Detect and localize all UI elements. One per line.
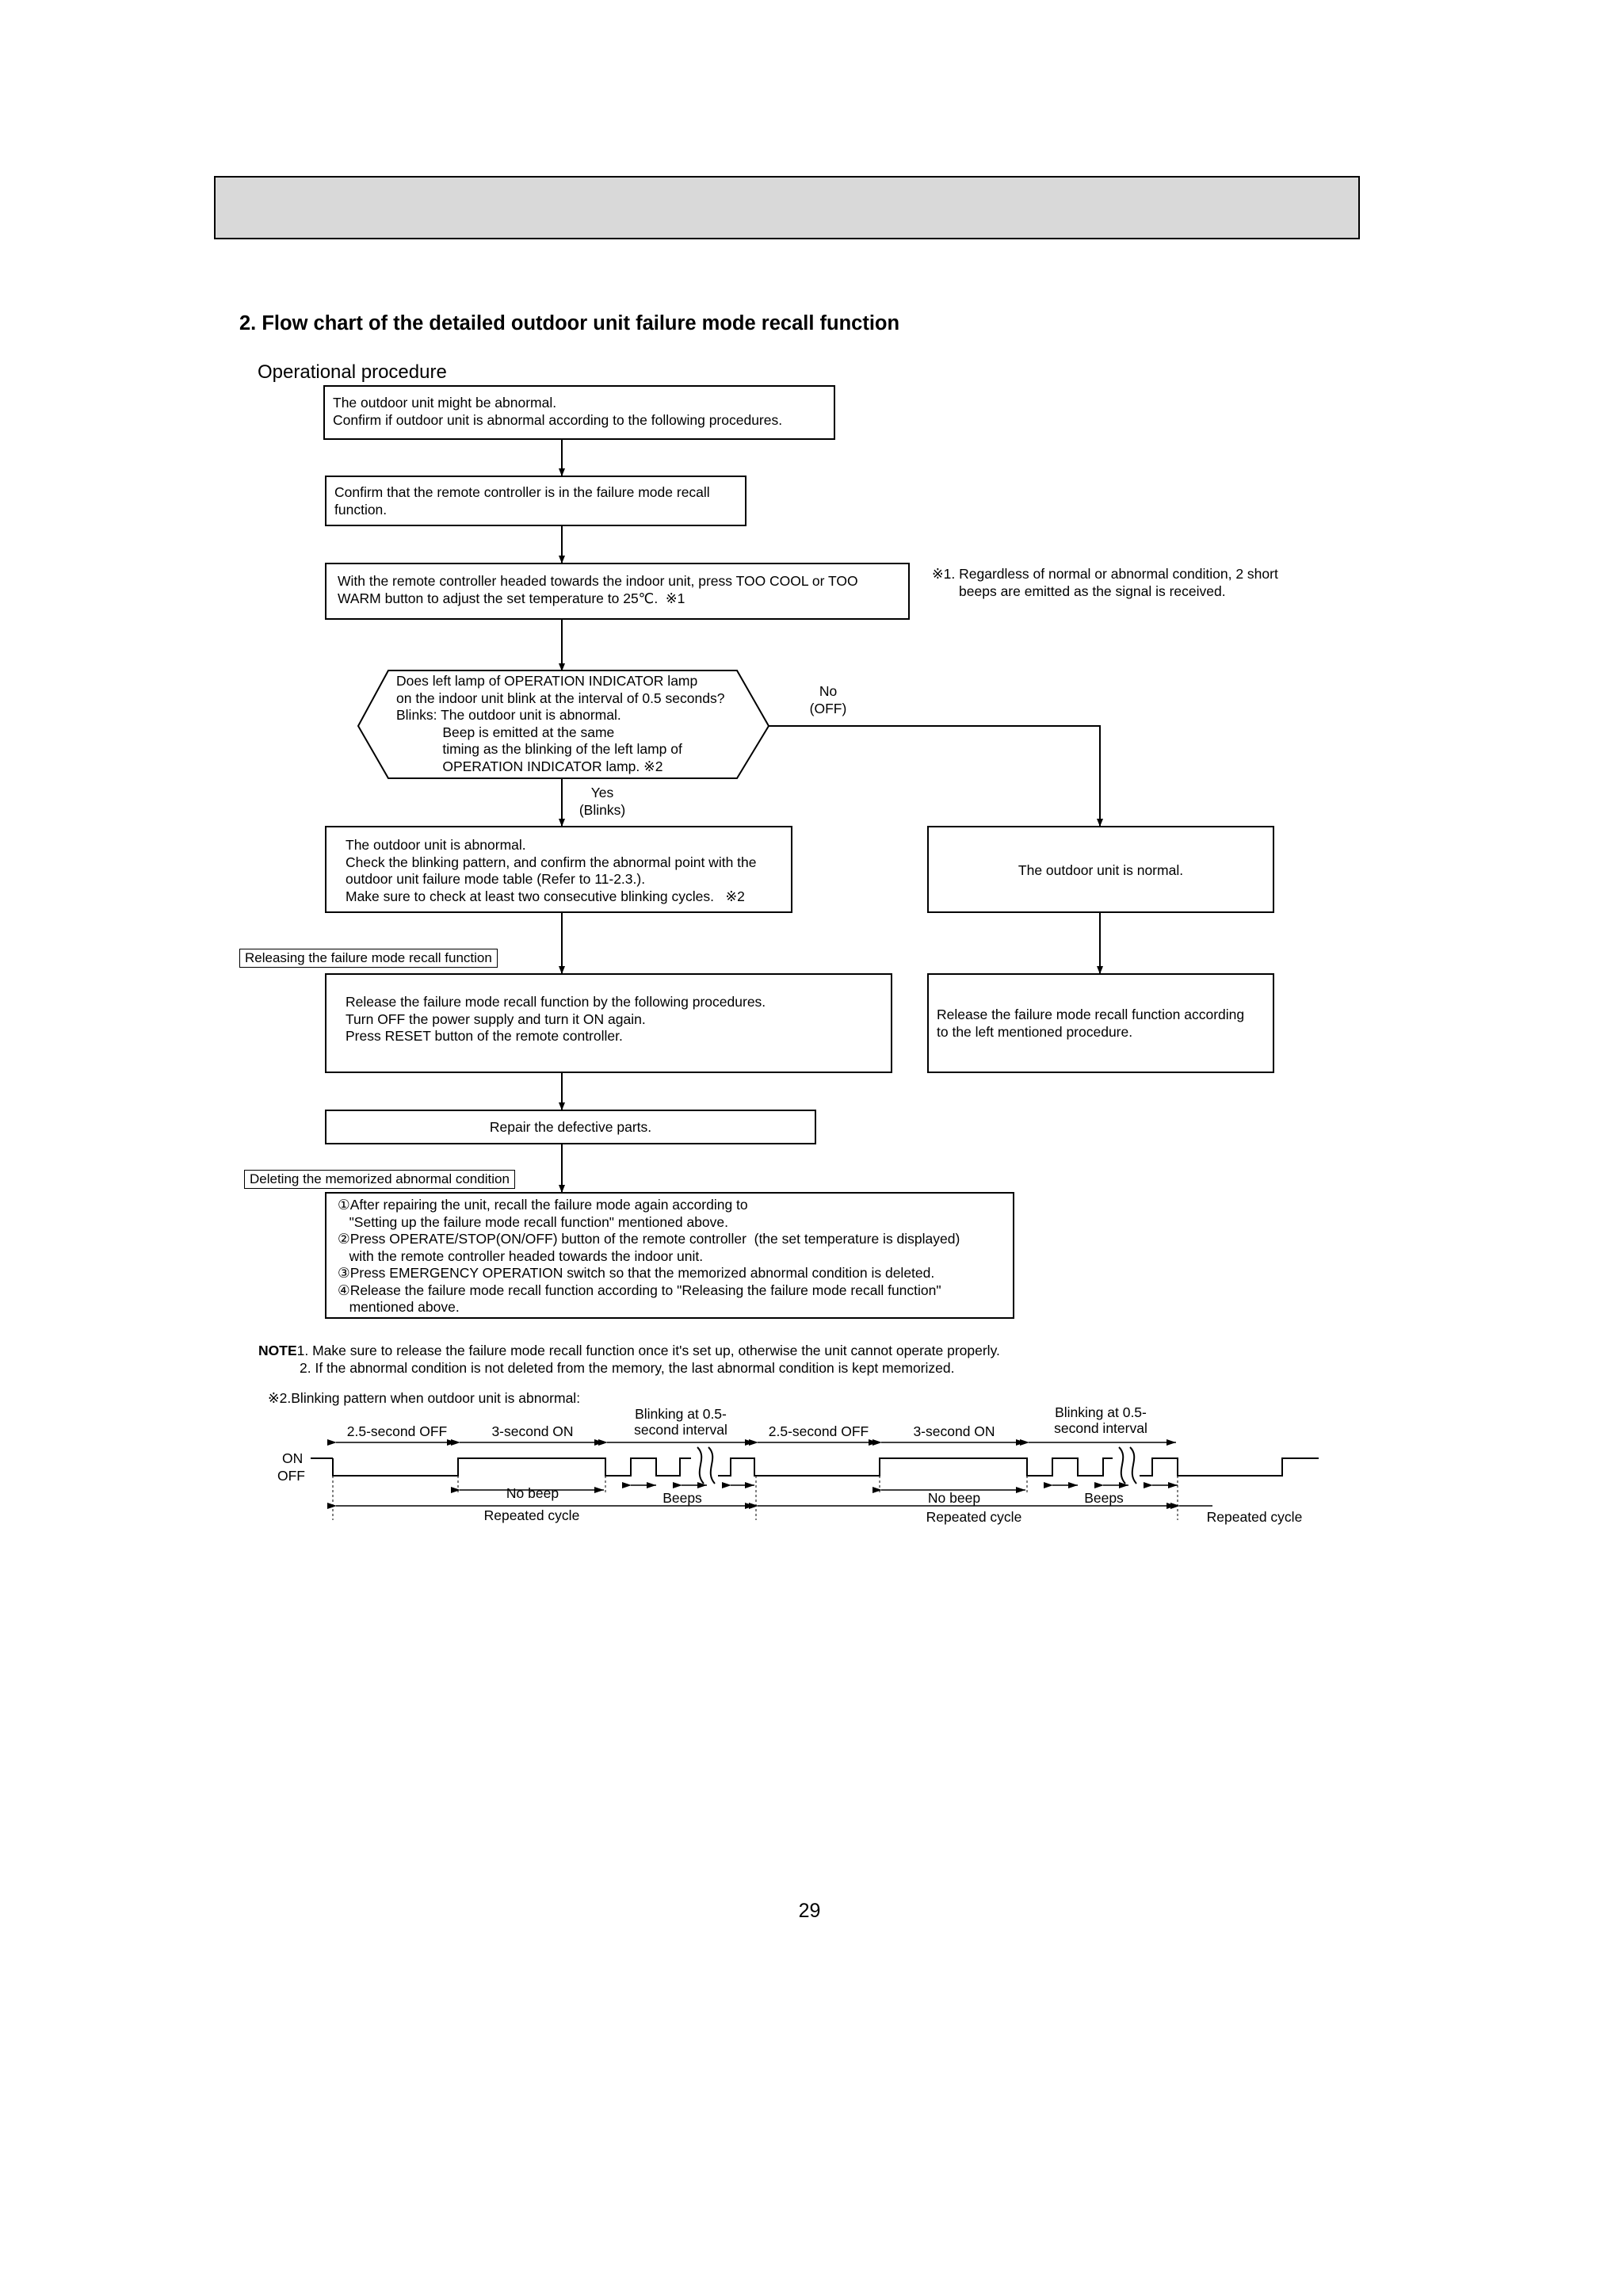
no-beep-2-label: No beep xyxy=(927,1490,981,1506)
release-reference-box xyxy=(927,973,1274,1073)
step-abnormal-suspected-text: The outdoor unit might be abnormal. Confirm if outdoor unit is abnormal according to the following procedures. xyxy=(333,395,783,428)
note-line-1-text: 1. Make sure to release the failure mode recall function once it's set up, otherwise the unit cannot operate properly. xyxy=(296,1343,1000,1358)
release-reference-text: Release the failure mode recall function according to the left mentioned procedure. xyxy=(937,1007,1245,1040)
outdoor-abnormal-text: The outdoor unit is abnormal. Check the blinking pattern, and confirm the abnormal point with the outdoor unit failure mode table (Refer to 11-2.3.). Make sure to check at least two consecutive blinking cycles. ※2 xyxy=(346,837,757,904)
off-label: OFF xyxy=(277,1468,305,1484)
repair-parts-box xyxy=(325,1110,816,1144)
step-confirm-recall-box xyxy=(325,476,746,526)
off-1-label: 2.5-second OFF xyxy=(346,1423,448,1439)
on-label: ON xyxy=(282,1450,304,1466)
page-number: 29 xyxy=(798,1900,821,1922)
step-abnormal-suspected-box xyxy=(323,385,835,440)
beeps-2-label: Beeps xyxy=(1084,1490,1124,1506)
delete-memory-text: ①After repairing the unit, recall the failure mode again according to "Setting up the failure mode recall function" mentioned above. ②Press OPERATE/STOP(ON/OFF) button of the remote controller (the set temperature is displayed) with the remote controller headed towards the indoor unit. ③Press EMERGENCY OPERATION switch so that the memorized abnormal condition is deleted. ④Release the failure mode recall function according to "Releasing the failure mode recall function" mentioned above. xyxy=(338,1197,960,1315)
off-2-label: 2.5-second OFF xyxy=(768,1423,869,1439)
cycle-1-label: Repeated cycle xyxy=(483,1507,580,1523)
outdoor-abnormal-box xyxy=(325,826,792,913)
decision-text: Does left lamp of OPERATION INDICATOR lamp on the indoor unit blink at the interval of 0.5 seconds? Blinks: The outdoor unit is abnormal. Beep is emitted at the same timing as the blinking of the left lamp of OPERATION INDICATOR lamp. ※2 xyxy=(396,673,725,774)
release-procedure-text: Release the failure mode recall function by the following procedures. Turn OFF the power supply and turn it ON again. Press RESET button of the remote controller. xyxy=(346,994,766,1044)
step-confirm-recall-text: Confirm that the remote controller is in the failure mode recall function. xyxy=(334,484,710,518)
branch-no-label: No (OFF) xyxy=(809,683,847,716)
step-set-temperature-box xyxy=(325,563,910,620)
blink-1-label: Blinking at 0.5- second interval xyxy=(634,1406,727,1438)
note-line-2: 2. If the abnormal condition is not deleted from the memory, the last abnormal condition is kept memorized. xyxy=(300,1360,955,1376)
note-line-1 xyxy=(258,1343,1000,1360)
cycle-2-label: Repeated cycle xyxy=(926,1509,1022,1525)
blink-waveform xyxy=(311,1447,1319,1484)
outdoor-normal-text: The outdoor unit is normal. xyxy=(1018,862,1184,878)
blink-2-label: Blinking at 0.5- second interval xyxy=(1054,1404,1147,1436)
operational-procedure-subtitle: Operational procedure xyxy=(258,361,447,383)
repair-parts-text: Repair the defective parts. xyxy=(489,1119,652,1135)
no-beep-1-label: No beep xyxy=(506,1485,559,1501)
release-procedure-box xyxy=(325,973,892,1073)
branch-yes-label: Yes (Blinks) xyxy=(578,785,626,818)
outdoor-normal-box xyxy=(927,826,1274,913)
section-title: 2. Flow chart of the detailed outdoor unit failure mode recall function xyxy=(239,312,900,334)
note-label: NOTE xyxy=(258,1343,297,1358)
deleting-section-label: Deleting the memorized abnormal condition xyxy=(244,1170,515,1189)
releasing-section-label: Releasing the failure mode recall function xyxy=(239,949,498,968)
note-1-text: ※1. Regardless of normal or abnormal condition, 2 short beeps are emitted as the signal is received. xyxy=(932,566,1278,599)
on-1-label: 3-second ON xyxy=(491,1423,574,1439)
arrow-decision-no xyxy=(769,726,1100,826)
cycle-3-label: Repeated cycle xyxy=(1206,1509,1303,1525)
step-set-temperature-text: With the remote controller headed towards the indoor unit, press TOO COOL or TOO WARM button to adjust the set temperature to 25℃. ※1 xyxy=(338,573,858,606)
delete-memory-box xyxy=(325,1192,1014,1319)
timing-title: ※2.Blinking pattern when outdoor unit is abnormal: xyxy=(268,1390,581,1406)
on-2-label: 3-second ON xyxy=(913,1423,995,1439)
beeps-1-label: Beeps xyxy=(662,1490,702,1506)
